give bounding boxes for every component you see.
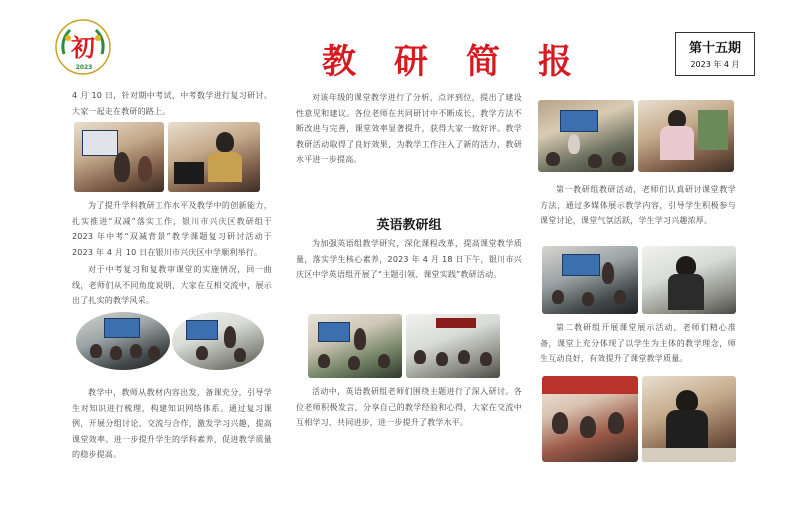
col1-photo-2 <box>168 122 260 192</box>
col3-photo-1 <box>538 100 634 172</box>
col1-para-2: 对于中考复习和复教审课堂的实施情况，回一曲线，老师们从不同角度说明，大家在互相交流中，展示出了扎实的教学风采。 <box>72 265 272 305</box>
title-char-1: 教 <box>322 42 356 82</box>
col2-para-2: 活动中，英语教研组老师们围绕主题进行了深入研讨。各位老师积极发言，分享自己的教学经验和心得，大家在交流中互相学习、共同进步，进一步提升了教学水平。 <box>296 387 522 427</box>
col3-para-1: 第一教研组教研活动，老师们认真研讨课堂教学方法，通过多媒体展示教学内容，引导学生积极参与课堂讨论，课堂气氛活跃，学生学习兴趣浓厚。 <box>540 185 736 225</box>
title-char-4: 报 <box>538 42 572 82</box>
title-char-3: 简 <box>466 42 500 82</box>
col2-photo-2 <box>406 314 500 378</box>
issue-box <box>675 32 755 76</box>
logo-year: 2023 <box>75 64 93 71</box>
col3-photo-4 <box>642 246 736 314</box>
col2-top-text: 对该年级的课堂教学进行了分析，点评到位，提出了建设性意见和建议。各位老师在共同研讨中不断成长，教学方法不断改进与完善，课堂效率显著提升，获得大家一致好评。教学教研活动取得了良好效果，为教学工作注入了新的活力，教研水平进一步提高。 <box>296 93 522 164</box>
col1-para-3: 教学中，教师从教材内容出发，备课充分，引导学生对知识进行梳理，构建知识网络体系。通过复习课例，开展分组讨论、交流与合作，激发学习兴趣，提高课堂效率。进一步提升学生的学科素养，促进教学质量的稳步提高。 <box>72 388 272 459</box>
title-char-2: 研 <box>394 42 428 82</box>
col3-photo-3 <box>542 246 638 314</box>
col1-para-1: 为了提升学科教研工作水平及教学中的创新能力，扎实推进“双减”落实工作，银川市兴庆区教研组于 2023 年中考“双减背景”教学课题复习研讨活动于 2023 年 4 月 10 日在银川市兴庆区中学顺利举行。 <box>72 201 272 257</box>
col3-photo-6 <box>642 376 736 462</box>
col1-top-text: 4 月 10 日，针对期中考试，中考数学进行复习研讨。大家一起走在教研的路上。 <box>72 91 272 116</box>
svg-text:初: 初 <box>71 33 95 62</box>
col2-para-1: 为加强英语组教学研究，深化课程改革，提高课堂教学质量，落实学生核心素养，2023 年 4 月 18 日下午，银川市兴庆区中学英语组开展了“主题引领、课堂实践”教研活动。 <box>296 239 522 279</box>
col3-photo-5 <box>542 376 638 462</box>
issue-date: 2023 年 4 月 <box>690 60 740 69</box>
col2-photo-1 <box>308 314 402 378</box>
section-title-english: 英语教研组 <box>376 218 442 233</box>
col3-photo-2 <box>638 100 734 172</box>
col1-photo-1 <box>74 122 164 192</box>
issue-number: 第十五期 <box>688 41 741 56</box>
col3-para-2: 第二教研组开展课堂展示活动，老师们精心准备，课堂上充分体现了以学生为主体的教学理念，师生互动良好，有效提升了课堂教学质量。 <box>540 323 736 363</box>
col1-photo-oval-1 <box>76 312 170 370</box>
col1-photo-oval-2 <box>172 312 264 370</box>
